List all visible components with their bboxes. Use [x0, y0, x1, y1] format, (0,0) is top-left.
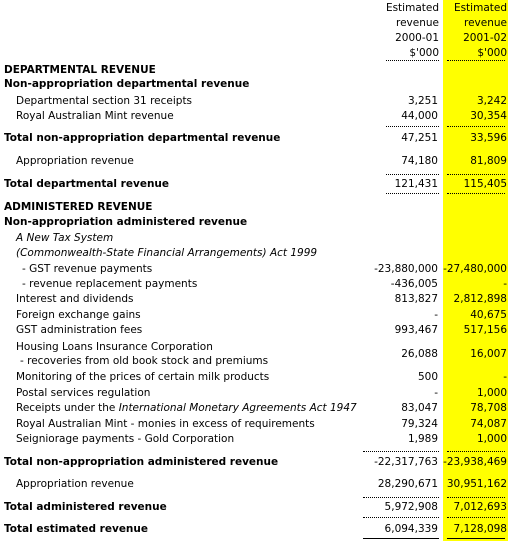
table-row-total: [0, 131, 510, 147]
grand-total-underline: [447, 538, 505, 539]
row-label: Monitoring of the prices of certain milk products: [16, 371, 270, 383]
row-label: DEPARTMENTAL REVENUE: [4, 64, 156, 76]
value-2000-01: 28,290,671: [377, 478, 438, 490]
table-row: [0, 370, 510, 386]
total-underline: [447, 193, 505, 194]
row-label: Royal Australian Mint - monies in excess of requirements: [16, 418, 315, 430]
total-rule: [447, 174, 505, 175]
grand-total-underline: [363, 538, 439, 539]
table-row-total: [0, 455, 510, 471]
total-rule: [386, 174, 439, 175]
value-2001-02: 33,596: [470, 132, 507, 144]
row-label: A New Tax System: [16, 232, 114, 244]
col1-header-line4: $'000: [409, 47, 439, 59]
value-2001-02: 78,708: [470, 402, 507, 414]
table-row-grand-total: [0, 522, 510, 538]
table-row: [0, 308, 510, 324]
value-2001-02: 74,087: [470, 418, 507, 430]
value-2001-02: 16,007: [470, 348, 507, 360]
row-label: Foreign exchange gains: [16, 309, 141, 321]
subtotal-rule: [386, 126, 439, 127]
value-2001-02: 1,000: [476, 387, 507, 399]
row-label: [16, 402, 357, 414]
row-label: GST administration fees: [16, 324, 143, 336]
value-2000-01: -: [434, 387, 438, 399]
table-row: [0, 94, 510, 110]
value-2000-01: 3,251: [407, 95, 438, 107]
value-2000-01: 44,000: [401, 110, 438, 122]
col1-header-line2: revenue: [396, 17, 439, 29]
row-label: ADMINISTERED REVENUE: [4, 201, 153, 213]
value-2000-01: -436,005: [390, 278, 438, 290]
row-label: Departmental section 31 receipts: [16, 95, 193, 107]
value-2001-02: 2,812,898: [453, 293, 507, 305]
value-2001-02: 7,012,693: [453, 501, 507, 513]
row-label-plain: Receipts under the: [16, 402, 119, 414]
row-label: - GST revenue payments: [22, 263, 153, 275]
value-2001-02: 81,809: [470, 155, 507, 167]
value-2001-02: -: [503, 278, 507, 290]
table-row: [0, 417, 510, 433]
value-2000-01: 500: [417, 371, 438, 383]
row-label: Total administered revenue: [4, 501, 167, 513]
row-label: - revenue replacement payments: [22, 278, 198, 290]
row-label: Total non-appropriation administered revenue: [4, 456, 279, 468]
value-2000-01: 47,251: [401, 132, 438, 144]
total-underline: [386, 193, 439, 194]
row-label-continued: - recoveries from old book stock and premiums: [20, 355, 269, 367]
table-row-total: [0, 500, 510, 516]
table-row: [0, 154, 510, 170]
act-title-line: [0, 231, 510, 247]
row-label: Seigniorage payments - Gold Corporation: [16, 433, 235, 445]
subsection-heading-nonapp-departmental: [0, 77, 510, 93]
table-row: [0, 401, 510, 417]
value-2000-01: -: [434, 309, 438, 321]
act-title-line: [0, 246, 510, 262]
table-row: [0, 323, 510, 339]
total-rule: [363, 497, 439, 498]
total-rule: [447, 497, 505, 498]
subtotal-rule: [447, 126, 505, 127]
row-label: Total non-appropriation departmental revenue: [4, 132, 281, 144]
col2-header-line1: Estimated: [453, 2, 507, 14]
col2-header-rule: [447, 60, 505, 61]
table-row-total: [0, 177, 510, 193]
total-rule: [363, 517, 439, 518]
row-label: Non-appropriation departmental revenue: [4, 78, 250, 90]
value-2001-02: 7,128,098: [453, 523, 507, 535]
value-2001-02: -23,938,469: [443, 456, 507, 468]
value-2001-02: 3,242: [476, 95, 507, 107]
row-label: Non-appropriation administered revenue: [4, 216, 248, 228]
value-2001-02: -: [503, 371, 507, 383]
value-2001-02: 1,000: [476, 433, 507, 445]
value-2000-01: 26,088: [401, 348, 438, 360]
value-2001-02: -27,480,000: [443, 263, 507, 275]
section-heading-administered: [0, 200, 510, 216]
value-2001-02: 30,354: [470, 110, 507, 122]
col2-header-line2: revenue: [464, 17, 507, 29]
value-2001-02: 30,951,162: [446, 478, 507, 490]
table-row: [0, 109, 510, 125]
table-row: [0, 277, 510, 293]
subtotal-rule: [363, 451, 439, 452]
value-2000-01: 5,972,908: [384, 501, 438, 513]
col2-header-line4: $'000: [477, 47, 507, 59]
value-2001-02: 40,675: [470, 309, 507, 321]
col1-header-rule: [386, 60, 439, 61]
value-2001-02: 517,156: [463, 324, 507, 336]
value-2001-02: 115,405: [463, 178, 507, 190]
value-2000-01: 74,180: [401, 155, 438, 167]
row-label: Appropriation revenue: [16, 478, 134, 490]
row-label: Housing Loans Insurance Corporation: [16, 341, 213, 353]
table-row: [0, 432, 510, 448]
row-label: Total departmental revenue: [4, 178, 170, 190]
value-2000-01: 1,989: [407, 433, 438, 445]
table-row: [0, 262, 510, 278]
col2-header-line3: 2001-02: [463, 32, 507, 44]
value-2000-01: 79,324: [401, 418, 438, 430]
subtotal-rule: [447, 451, 505, 452]
value-2000-01: 6,094,339: [384, 523, 438, 535]
row-label: Total estimated revenue: [4, 523, 149, 535]
value-2000-01: -23,880,000: [374, 263, 438, 275]
row-label: Postal services regulation: [16, 387, 151, 399]
value-2000-01: 121,431: [394, 178, 438, 190]
total-rule: [447, 517, 505, 518]
row-label: Interest and dividends: [16, 293, 134, 305]
value-2000-01: 83,047: [401, 402, 438, 414]
subsection-heading-nonapp-administered: [0, 215, 510, 231]
row-label: Appropriation revenue: [16, 155, 134, 167]
row-label: (Commonwealth-State Financial Arrangements) Act 1999: [16, 247, 318, 259]
table-row: [0, 386, 510, 402]
value-2000-01: 993,467: [394, 324, 438, 336]
table-row: [0, 340, 510, 370]
row-label: Royal Australian Mint revenue: [16, 110, 174, 122]
value-2000-01: -22,317,763: [374, 456, 438, 468]
table-row: [0, 292, 510, 308]
col1-header-line3: 2000-01: [395, 32, 439, 44]
table-row: [0, 477, 510, 493]
value-2000-01: 813,827: [394, 293, 438, 305]
col1-header-line1: Estimated: [385, 2, 439, 14]
act-name: International Monetary Agreements Act 1947: [118, 402, 357, 414]
